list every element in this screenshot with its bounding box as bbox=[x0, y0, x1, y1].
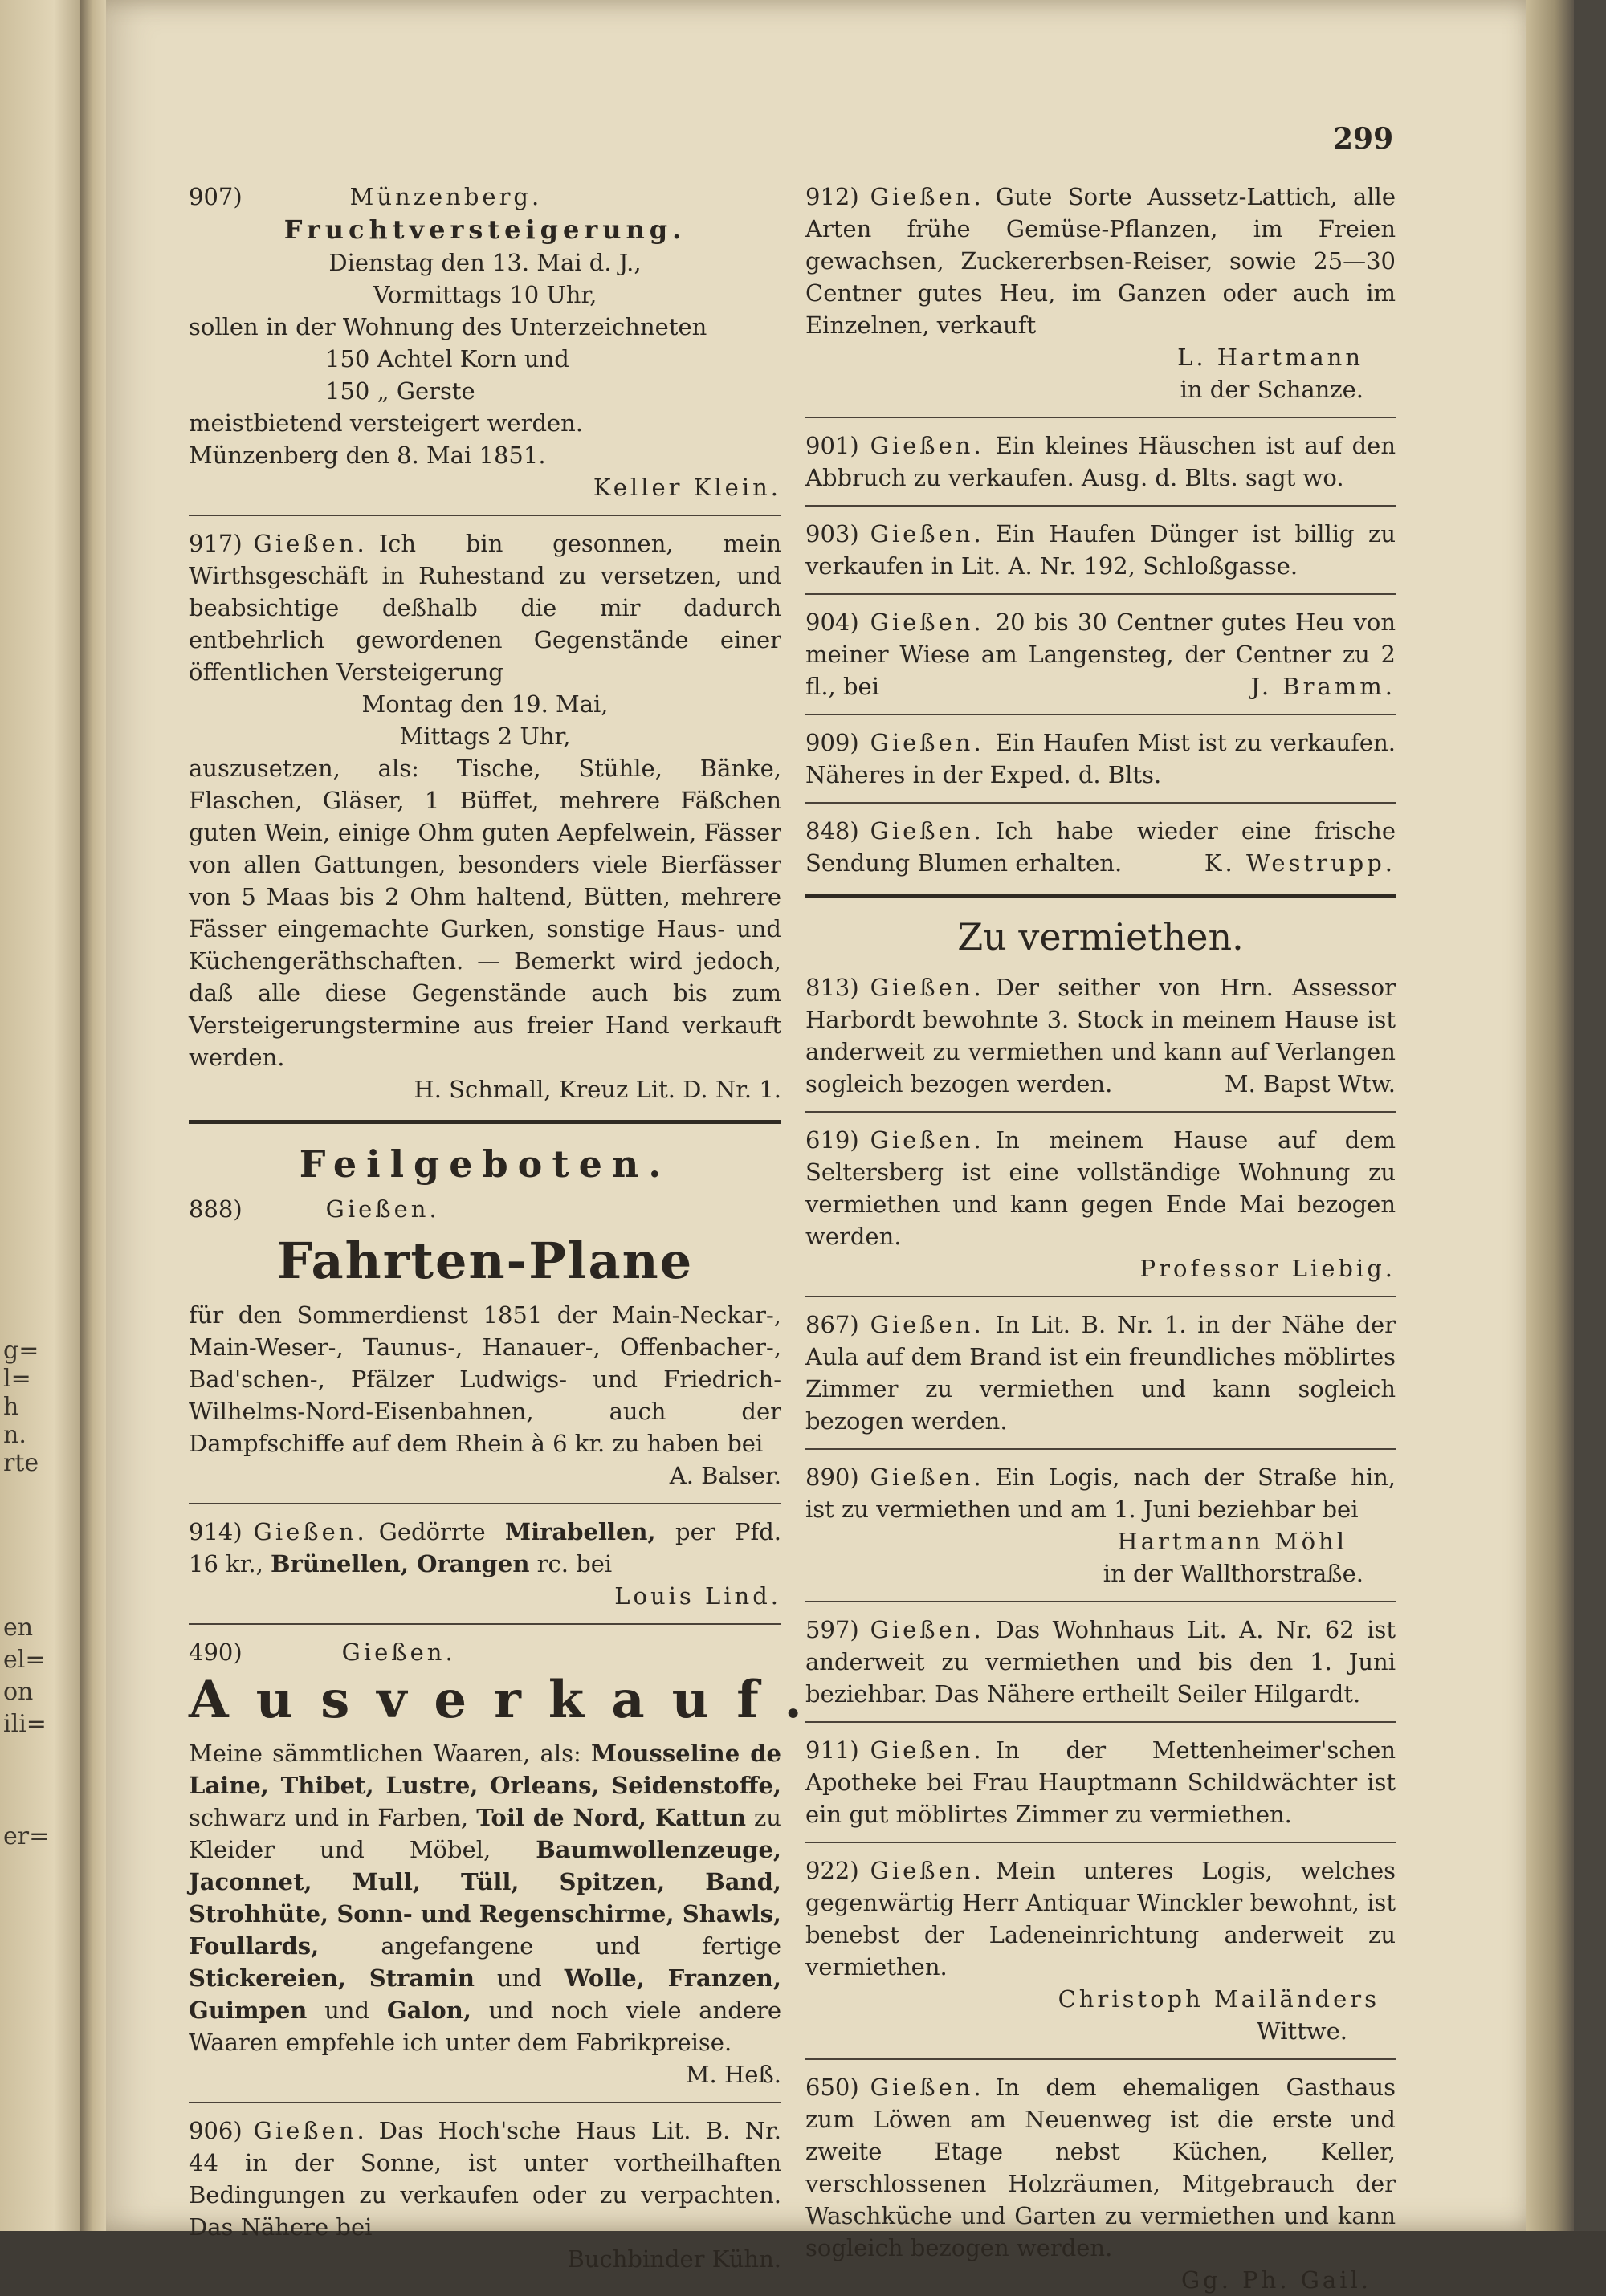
ad-date: Montag den 19. Mai, bbox=[361, 690, 609, 718]
ad-number: 848) bbox=[805, 817, 859, 845]
ad-text-bold: Stickereien, Stramin bbox=[189, 1964, 475, 1992]
ad-heading: Ausverkauf. bbox=[189, 1670, 829, 1730]
ad-number: 890) bbox=[805, 1463, 859, 1491]
ad-text: rc. bei bbox=[536, 1550, 613, 1577]
ad-place: Gießen. bbox=[870, 432, 984, 459]
ad-911 bbox=[805, 1734, 1396, 1830]
divider bbox=[805, 2058, 1396, 2060]
ad-text: Das Hoch'sche Haus Lit. B. Nr. 44 in der Sonne, ist unter vortheilhaften Bedingungen zu verkaufen oder zu verpachten. Das Nähere bei bbox=[189, 2117, 781, 2241]
ad-number: 619) bbox=[805, 1126, 859, 1154]
left-fragment: g= bbox=[3, 1337, 39, 1365]
ad-place: Gießen. bbox=[253, 2117, 368, 2144]
left-page-edge bbox=[0, 0, 90, 2231]
ad-signature: J. Bramm. bbox=[1250, 673, 1396, 700]
ad-number: 813) bbox=[805, 974, 859, 1001]
ad-text-bold: Mousseline de Laine, Thibet, Lustre, Orleans, Seidenstoffe, bbox=[189, 1740, 781, 1799]
ad-text: Der seither von Hrn. Assessor Harbordt bewohnte 3. Stock in meinem Hause ist anderweit zu vermiethen und kann auf Verlangen sogleich bezogen werden. bbox=[805, 974, 1396, 1097]
ad-text: für den Sommerdienst 1851 der Main-Neckar-, Main-Weser-, Taunus-, Hanauer-, Offenbacher-, Bad'schen-, Pfälzer Ludwigs- und Friedrich-Wilhelms-Nord-Eisenbahnen, auch der Dampfschiffe auf dem Rhein à 6 kr. zu haben bei bbox=[189, 1301, 781, 1457]
ad-number: 901) bbox=[805, 432, 859, 459]
ad-text: In der Mettenheimer'schen Apotheke bei Frau Hauptmann Schildwächter ist ein gut möblirtes Zimmer zu vermiethen. bbox=[805, 1736, 1396, 1828]
ad-number: 904) bbox=[805, 609, 859, 636]
divider bbox=[805, 1296, 1396, 1297]
divider bbox=[805, 1721, 1396, 1723]
ad-909 bbox=[805, 727, 1396, 791]
ad-number: 909) bbox=[805, 729, 859, 756]
section-divider bbox=[189, 1120, 781, 1124]
left-fragment: h bbox=[3, 1393, 19, 1421]
right-column bbox=[805, 181, 1396, 2296]
divider bbox=[189, 1503, 781, 1504]
section-divider bbox=[805, 894, 1396, 898]
ad-place: Gießen. bbox=[870, 729, 984, 756]
ad-signature: M. Heß. bbox=[685, 2061, 781, 2088]
ad-place: Gießen. bbox=[870, 974, 984, 1001]
ad-line: Münzenberg den 8. Mai 1851. bbox=[189, 442, 546, 469]
ad-text: Ein kleines Häuschen ist auf den Abbruch zu verkaufen. Ausg. d. Blts. sagt wo. bbox=[805, 432, 1396, 491]
section-heading-zu-vermiethen: Zu vermiethen. bbox=[957, 915, 1244, 959]
ad-914 bbox=[189, 1516, 781, 1612]
ad-line: 150 „ Gerste bbox=[325, 377, 475, 405]
ad-text: In dem ehemaligen Gasthaus zum Löwen am Neuenweg ist die erste und zweite Etage nebst Küchen, Keller, verschlossenen Holzräumen, Mitgebrauch der Waschküche und Garten zu vermiethen und kann sogleich bezogen werden. bbox=[805, 2074, 1396, 2261]
ad-912 bbox=[805, 181, 1396, 405]
divider bbox=[189, 2102, 781, 2103]
ad-signature-location: in der Wallthorstraße. bbox=[1103, 1560, 1363, 1587]
ad-signature: Louis Lind. bbox=[614, 1582, 781, 1610]
ad-number: 922) bbox=[805, 1857, 859, 1884]
left-fragment: n. bbox=[3, 1421, 26, 1449]
ad-text: Mein unteres Logis, welches gegenwärtig Herr Antiquar Winckler bewohnt, ist benebst der Ladeneinrichtung anderweit zu vermiethen. bbox=[805, 1857, 1396, 1981]
divider bbox=[805, 714, 1396, 715]
left-fragment: l= bbox=[3, 1365, 31, 1393]
ad-text: Ein Haufen Dünger ist billig zu verkaufen in Lit. A. Nr. 192, Schloßgasse. bbox=[805, 520, 1396, 580]
ad-place: Gießen. bbox=[870, 1616, 984, 1643]
ad-number: 650) bbox=[805, 2074, 859, 2101]
ad-signature: Christoph Mailänders bbox=[1058, 1985, 1380, 2013]
left-fragment: rte bbox=[3, 1449, 39, 1477]
page-number: 299 bbox=[1333, 122, 1394, 156]
ad-text-bold: Brünellen, Orangen bbox=[271, 1550, 530, 1577]
ad-848 bbox=[805, 815, 1396, 879]
ad-904 bbox=[805, 606, 1396, 702]
left-column bbox=[189, 181, 829, 2275]
left-fragment: en bbox=[3, 1614, 34, 1642]
ad-place: Gießen. bbox=[870, 1126, 984, 1154]
ad-text-bold: Mirabellen, bbox=[505, 1518, 656, 1545]
divider bbox=[805, 802, 1396, 804]
ad-place: Gießen. bbox=[253, 530, 368, 557]
ad-813 bbox=[805, 971, 1396, 1100]
left-fragment: el= bbox=[3, 1646, 46, 1674]
ad-line: Dienstag den 13. Mai d. J., bbox=[328, 249, 642, 276]
ad-signature: K. Westrupp. bbox=[1204, 849, 1396, 877]
ad-number: 490) bbox=[189, 1639, 243, 1666]
ad-number: 907) bbox=[189, 183, 243, 210]
left-fragment: ili= bbox=[3, 1710, 47, 1738]
ad-922 bbox=[805, 1854, 1396, 2047]
ad-number: 911) bbox=[805, 1736, 859, 1764]
divider bbox=[189, 515, 781, 516]
ad-text-bold: Galon, bbox=[386, 1997, 471, 2024]
ad-number: 912) bbox=[805, 183, 859, 210]
ad-text-part: zu Kleider und Möbel, bbox=[189, 1804, 781, 1863]
left-fragment: er= bbox=[3, 1822, 50, 1850]
left-fragment: on bbox=[3, 1678, 34, 1706]
ad-number: 903) bbox=[805, 520, 859, 548]
ad-text bbox=[189, 1737, 781, 2058]
ad-place: Gießen. bbox=[870, 1736, 984, 1764]
ad-signature: L. Hartmann bbox=[1177, 344, 1363, 371]
ad-number: 888) bbox=[189, 1195, 243, 1223]
ad-place: Gießen. bbox=[870, 183, 984, 210]
ad-597 bbox=[805, 1614, 1396, 1710]
divider bbox=[805, 505, 1396, 507]
ad-place: Gießen. bbox=[870, 609, 984, 636]
ad-890 bbox=[805, 1461, 1396, 1590]
ad-907 bbox=[189, 181, 781, 503]
ad-text-part: schwarz und in Farben, bbox=[189, 1804, 477, 1831]
ad-text: 20 bis 30 Centner gutes Heu von meiner Wiese am Langensteg, der Centner zu 2 fl., bei bbox=[805, 609, 1396, 700]
ad-text: auszusetzen, als: Tische, Stühle, Bänke, Flaschen, Gläser, 1 Büffet, mehrere Fäßchen guten Wein, einige Ohm guten Aepfelwein, Fässer von allen Gattungen, besonders viele Bierfässer von 5 Maas bis 2 Ohm haltend, Bütten, mehrere Fässer eingemachte Gurken, sonstige Haus- und Küchengeräthschaften. — Bemerkt wird jedoch, daß alle diese Gegenstände auch bis zum Versteigerungstermine aus freier Hand verkauft werden. bbox=[189, 755, 781, 1071]
ad-text-part: Meine sämmtlichen Waaren, als: bbox=[189, 1740, 591, 1767]
ad-place: Gießen. bbox=[870, 1311, 984, 1338]
ad-901 bbox=[805, 429, 1396, 494]
ad-text: per Pfd. 16 kr., bbox=[189, 1518, 782, 1577]
ad-text: Das Wohnhaus Lit. A. Nr. 62 ist anderweit zu vermiethen und bis den 1. Juni beziehbar. Das Nähere ertheilt Seiler Hilgardt. bbox=[805, 1616, 1396, 1708]
ad-line: 150 Achtel Korn und bbox=[325, 345, 569, 372]
divider bbox=[805, 593, 1396, 595]
section-heading-feilgeboten: Feilgeboten. bbox=[299, 1142, 671, 1186]
ad-text-bold: Wolle, Franzen, Guimpen bbox=[189, 1964, 781, 2024]
ad-signature: H. Schmall, Kreuz Lit. D. Nr. 1. bbox=[414, 1076, 781, 1103]
ad-place: Gießen. bbox=[870, 1857, 984, 1884]
ad-signature: Professor Liebig. bbox=[1139, 1255, 1396, 1282]
ad-place: Gießen. bbox=[870, 1463, 984, 1491]
ad-place: Münzenberg. bbox=[349, 183, 543, 210]
ad-signature: Hartmann Möhl bbox=[1117, 1528, 1347, 1555]
divider bbox=[805, 1601, 1396, 1602]
ad-signature: Buchbinder Kühn. bbox=[567, 2245, 781, 2273]
ad-line: sollen in der Wohnung des Unterzeichneten bbox=[189, 313, 707, 340]
ad-text: Ein Logis, nach der Straße hin, ist zu vermiethen und am 1. Juni beziehbar bei bbox=[805, 1463, 1396, 1523]
ad-signature-suffix: Wittwe. bbox=[1256, 2017, 1347, 2045]
ad-place: Gießen. bbox=[870, 817, 984, 845]
page-stack-edge bbox=[1526, 0, 1574, 2231]
ad-signature: Gg. Ph. Gail. bbox=[1180, 2266, 1372, 2294]
ad-text-part: angefangene und fertige bbox=[319, 1932, 781, 1960]
ad-650 bbox=[805, 2071, 1396, 2296]
divider bbox=[805, 1448, 1396, 1450]
ad-number: 597) bbox=[805, 1616, 859, 1643]
ad-text: Ich habe wieder eine frische Sendung Blumen erhalten. bbox=[805, 817, 1396, 877]
ad-text: In Lit. B. Nr. 1. in der Nähe der Aula auf dem Brand ist ein freundliches möblirtes Zimmer zu vermiethen und kann sogleich bezogen werden. bbox=[805, 1311, 1396, 1435]
ad-number: 914) bbox=[189, 1518, 243, 1545]
ad-place: Gießen. bbox=[253, 1518, 368, 1545]
ad-place: Gießen. bbox=[341, 1639, 456, 1666]
ad-heading: Fahrten-Plane bbox=[276, 1231, 694, 1290]
ad-number: 867) bbox=[805, 1311, 859, 1338]
ad-619 bbox=[805, 1124, 1396, 1284]
ad-903 bbox=[805, 518, 1396, 582]
ad-place: Gießen. bbox=[325, 1195, 440, 1223]
ad-line: meistbietend versteigert werden. bbox=[189, 409, 584, 437]
divider bbox=[189, 1623, 781, 1625]
ad-heading: Fruchtversteigerung. bbox=[283, 214, 687, 245]
divider bbox=[805, 417, 1396, 418]
ad-text-part: und bbox=[307, 1997, 387, 2024]
ad-text-part: und bbox=[474, 1964, 565, 1992]
ad-917 bbox=[189, 527, 781, 1105]
ad-signature-location: in der Schanze. bbox=[1180, 376, 1363, 403]
ad-text: Ein Haufen Mist ist zu verkaufen. Näheres in der Exped. d. Blts. bbox=[805, 729, 1396, 788]
ad-signature: A. Balser. bbox=[669, 1462, 781, 1489]
ad-text: Ich bin gesonnen, mein Wirthsgeschäft in Ruhestand zu versetzen, und beabsichtige deßhalb die mir dadurch entbehrlich gewordenen Gegenstände einer öffentlichen Versteigerung bbox=[189, 530, 781, 686]
divider bbox=[805, 1842, 1396, 1843]
ad-888 bbox=[189, 1193, 781, 1492]
ad-text-bold: Baumwollenzeuge, Jaconnet, Mull, Tüll, Spitzen, Band, Strohhüte, Sonn- und Regenschirme, Shawls, Foullards, bbox=[189, 1836, 781, 1960]
divider bbox=[805, 1111, 1396, 1113]
ad-place: Gießen. bbox=[870, 520, 984, 548]
ad-number: 906) bbox=[189, 2117, 243, 2144]
ad-time: Mittags 2 Uhr, bbox=[399, 723, 571, 750]
ad-line: Vormittags 10 Uhr, bbox=[373, 281, 597, 308]
ad-text-part: und noch viele andere Waaren empfehle ich unter dem Fabrikpreise. bbox=[189, 1997, 781, 2056]
ad-text: In meinem Hause auf dem Seltersberg ist eine vollständige Wohnung zu vermiethen und kann gegen Ende Mai bezogen werden. bbox=[805, 1126, 1396, 1250]
ad-490 bbox=[189, 1636, 829, 2090]
ad-signature: Keller Klein. bbox=[593, 474, 781, 501]
ad-906 bbox=[189, 2115, 781, 2275]
ad-place: Gießen. bbox=[870, 2074, 984, 2101]
ad-text: Gedörrte bbox=[378, 1518, 486, 1545]
ad-number: 917) bbox=[189, 530, 243, 557]
ad-text-bold: Toil de Nord, Kattun bbox=[476, 1804, 746, 1831]
ad-867 bbox=[805, 1309, 1396, 1437]
ad-text: Gute Sorte Aussetz-Lattich, alle Arten frühe Gemüse-Pflanzen, im Freien gewachsen, Zuckererbsen-Reiser, sowie 25—30 Centner gutes Heu, im Ganzen oder auch im Einzelnen, verkauft bbox=[805, 183, 1396, 339]
ad-signature: M. Bapst Wtw. bbox=[1224, 1070, 1396, 1097]
